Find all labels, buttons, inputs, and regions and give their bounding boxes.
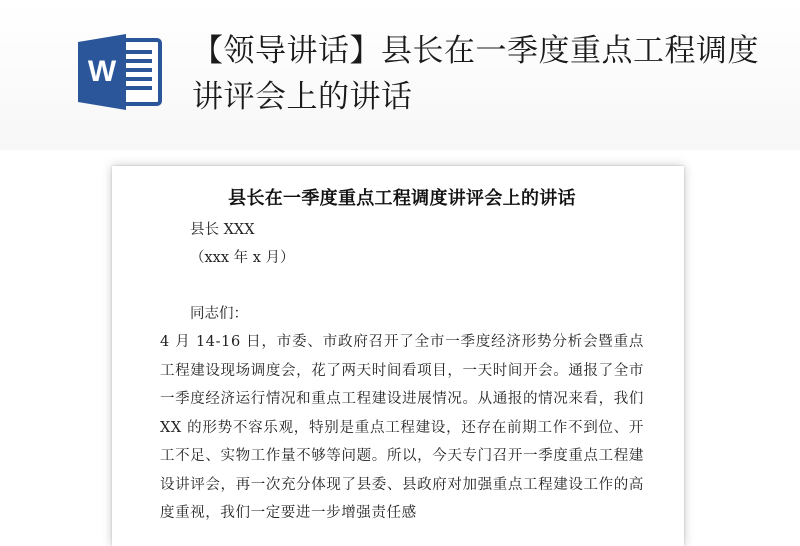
document-content — [160, 184, 644, 528]
document-page — [112, 166, 684, 546]
speaker-line: 县长 XXX — [190, 222, 255, 238]
blank-line — [160, 272, 644, 300]
salutation: 同志们： — [190, 306, 248, 322]
body-paragraph-text: 4 月 14-16 日，市委、市政府召开了全市一季度经济形势分析会暨重点工程建设现场调度会，花了两天时间看项目，一天时间开会。通报了全市一季度经济运行情况和重点工程建设进展情况。从通报的情况来看，我们 XX 的形势不容乐观，特别是重点工程建设，还存在前期工作不到位、开工不足、实物工作量不够等问题。所以，今天专门召开一季度重点工程建设讲评会，再一次充分体现了县委、县政府对加强重点工程建设工作的高度重视，我们一定要进一步增强责任感 — [160, 334, 644, 521]
body-paragraph — [160, 328, 644, 528]
document-title: 县长在一季度重点工程调度讲评会上的讲话 — [228, 188, 576, 209]
word-document-icon — [76, 30, 164, 114]
date-line: （xxx 年 x 月） — [190, 250, 295, 266]
page-title: 【领导讲话】县长在一季度重点工程调度讲评会上的讲话 — [192, 33, 759, 115]
word-logo-letter: W — [87, 55, 117, 88]
